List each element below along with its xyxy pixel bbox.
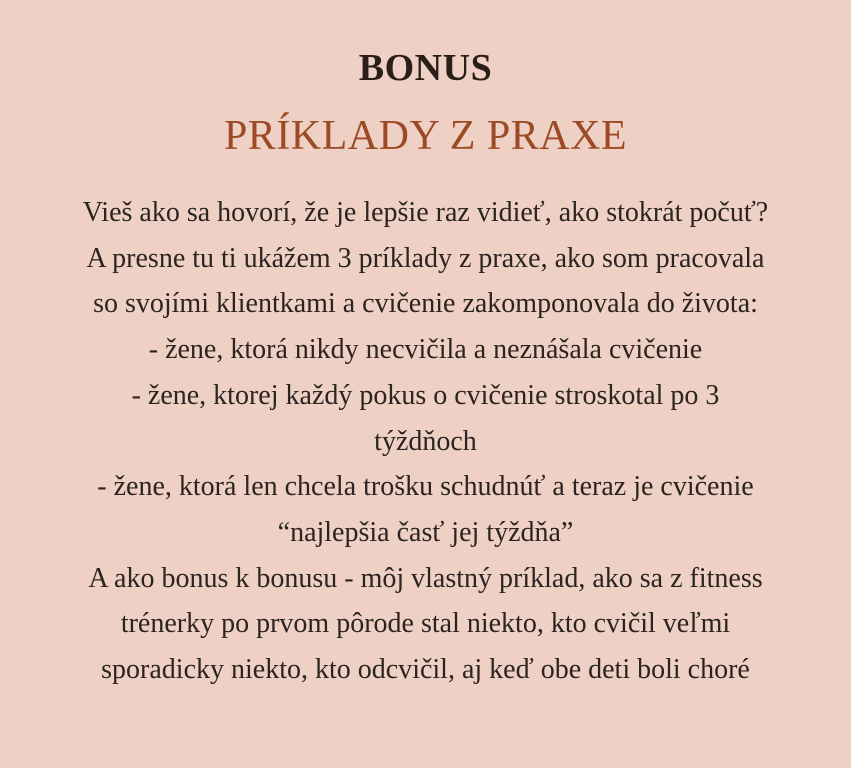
list-item-continuation: týždňoch [374, 425, 477, 457]
page-title: BONUS [358, 47, 493, 89]
page-subtitle: PRÍKLADY Z PRAXE [223, 113, 628, 159]
body-line: A ako bonus k bonusu - môj vlastný príklad, ako sa z fitness [88, 562, 763, 594]
body-line: Vieš ako sa hovorí, že je lepšie raz vidieť, ako stokrát počuť? [82, 197, 769, 228]
body-line: so svojími klientkami a cvičenie zakomponovala do života: [93, 288, 758, 320]
body-text [20, 190, 831, 693]
list-item-continuation: “najlepšia časť jej týždňa” [277, 516, 574, 548]
list-item: - žene, ktorá len chcela trošku schudnúť a teraz je cvičenie [97, 471, 754, 503]
body-line: sporadicky niekto, kto odcvičil, aj keď obe deti boli choré [101, 654, 750, 686]
list-item: - žene, ktorej každý pokus o cvičenie stroskotal po 3 [131, 379, 720, 411]
list-item: - žene, ktorá nikdy necvičila a neznášala cvičenie [148, 334, 703, 366]
body-line: A presne tu ti ukážem 3 príklady z praxe, ako som pracovala [86, 242, 765, 274]
body-line: trénerky po prvom pôrode stal niekto, kto cvičil veľmi [120, 608, 731, 640]
